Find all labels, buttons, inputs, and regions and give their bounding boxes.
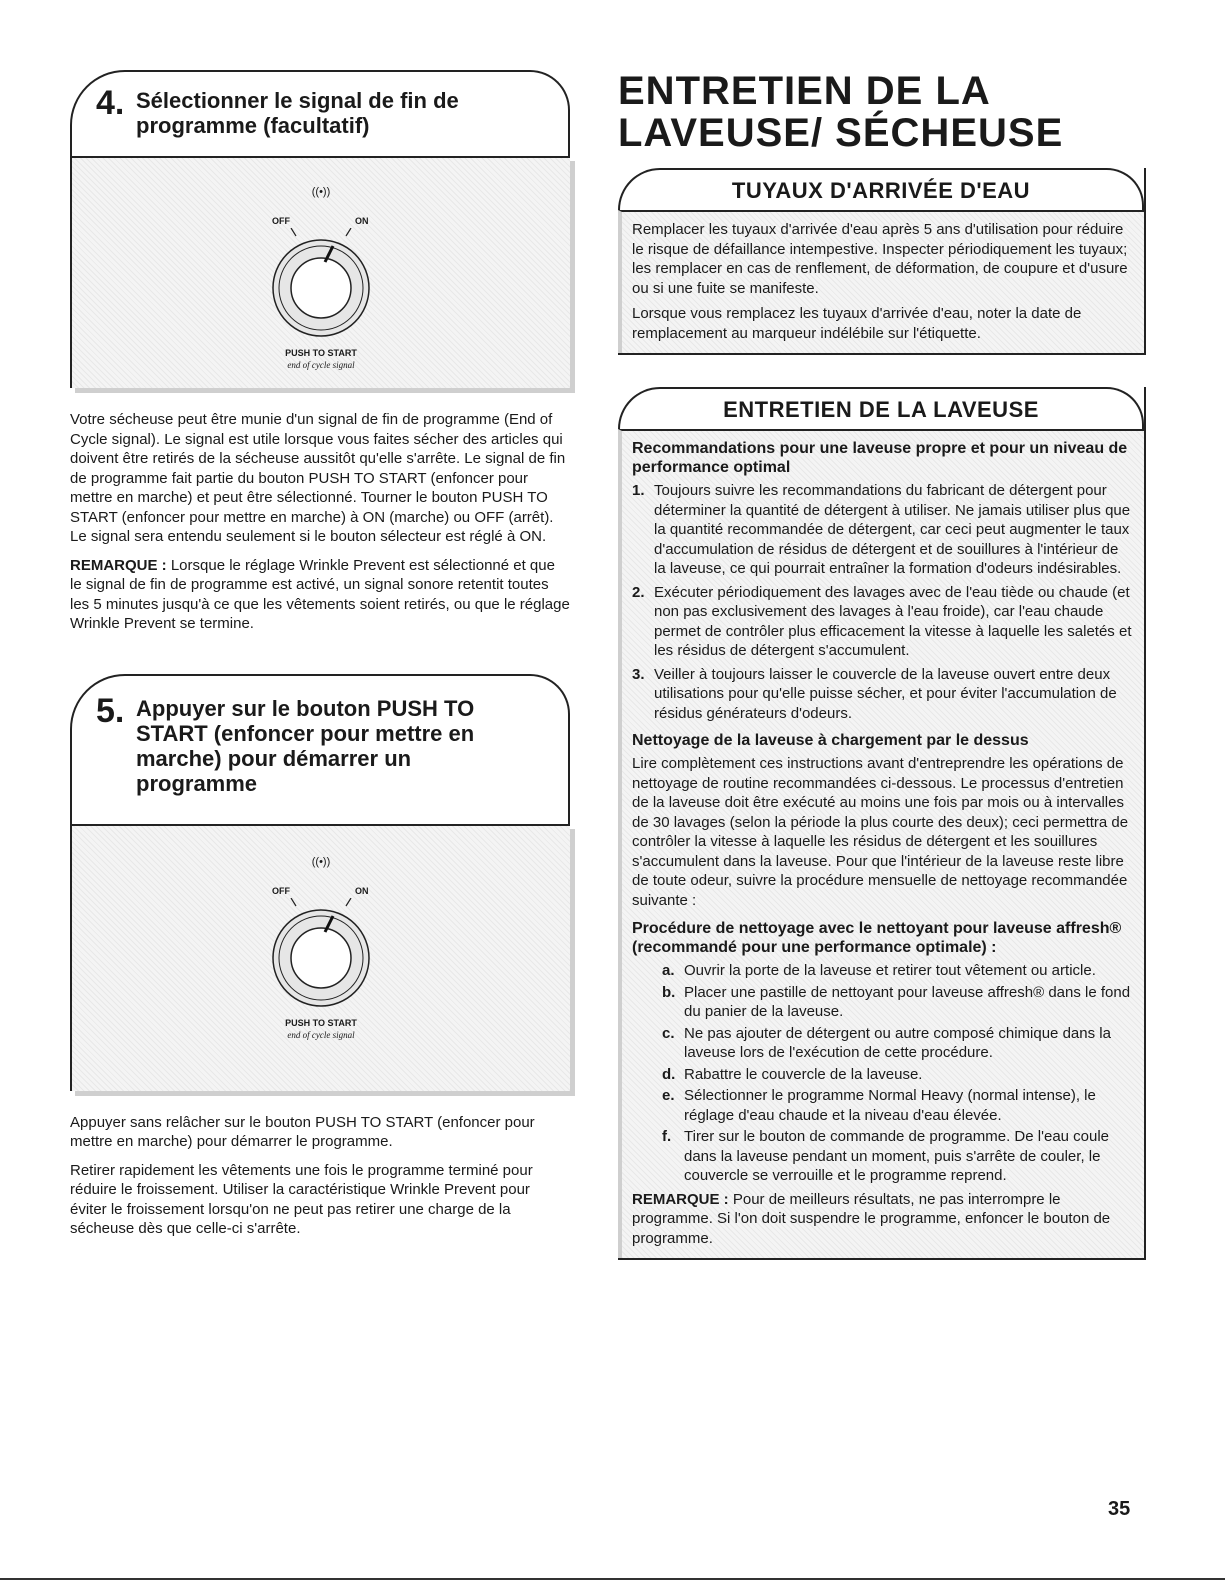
step-5-number: 5. <box>96 691 125 730</box>
list-item: 1. Toujours suivre les recommandations du fabricant de détergent pour déterminer la quantité de détergent à utiliser. Ne jamais utiliser plus que la quantité recommandée de détergent, car ceci peut augmenter le taux d'accumulation de résidus de détergent et de souillures à l'intérieur de la laveuse, ce qui pourrait entraîner la formation d'odeurs indésirables. <box>632 482 1131 577</box>
end-of-cycle-label: end of cycle signal <box>287 1029 355 1040</box>
procedure-steps <box>632 961 1134 1186</box>
recommendations-list <box>632 481 1134 723</box>
step-5-title: Appuyer sur le bouton PUSH TO START (enfoncer pour mettre en marche) pour démarrer un programme <box>136 695 475 796</box>
list-item: e. Sélectionner le programme Normal Heavy (normal intense), le réglage d'eau chaude et la niveau d'eau élevée. <box>662 1087 1096 1124</box>
page-title: ENTRETIEN DE LA LAVEUSE/ SÉCHEUSE <box>618 69 1064 155</box>
washer-maintenance-section <box>618 387 1146 1260</box>
dial-diagram <box>72 158 570 388</box>
dial-knob-icon <box>261 228 381 340</box>
off-label: OFF <box>272 216 290 226</box>
note-text: Lorsque le réglage Wrinkle Prevent est sélectionné et que le signal de fin de programme est activé, un signal sonore retentit toutes les 5 minutes jusqu'à ce que les vêtements soient retirés, ou que le réglage Wrinkle Prevent se termine. <box>70 556 570 632</box>
washer-body <box>618 429 1144 1258</box>
step-4-number: 4. <box>96 84 125 122</box>
hoses-heading: TUYAUX D'ARRIVÉE D'EAU <box>618 168 1144 210</box>
washer-note <box>632 1190 1134 1249</box>
step-5-panel <box>70 674 570 1091</box>
cleaning-heading: Nettoyage de la laveuse à chargement par le dessus <box>632 732 1029 749</box>
step-4-note <box>70 556 570 634</box>
list-item: 3. Veiller à toujours laisser le couvercle de la laveuse ouvert entre deux utilisations pour qu'elle puisse sécher, et pour éviter l'accumulation de résidus générateurs d'odeurs. <box>632 665 1117 722</box>
procedure-heading: Procédure de nettoyage avec le nettoyant pour laveuse affresh® (recommandé pour une performance optimale) : <box>632 920 1122 956</box>
hoses-body <box>618 210 1144 353</box>
note-label: REMARQUE : <box>70 556 167 574</box>
on-label: ON <box>355 885 369 896</box>
page-number: 35 <box>1108 1498 1131 1520</box>
washer-heading: ENTRETIEN DE LA LAVEUSE <box>618 387 1144 429</box>
step-4-title: Sélectionner le signal de fin de programme (facultatif) <box>136 88 459 138</box>
list-item: 2. Exécuter périodiquement des lavages avec de l'eau tiède ou chaude (et non pas exclusivement des lavages à l'eau froide), car l'eau chaude permet de contrôler plus efficacement la vitesse à laquelle les saletés et les résidus de détergent s'accumulent. <box>632 583 1132 659</box>
step-4-header <box>70 70 570 156</box>
cleaning-paragraph: Lire complètement ces instructions avant d'entreprendre les opérations de nettoyage de routine recommandées ci-dessous. Le processus d'entretien de la laveuse doit être exécuté au moins une fois par mois ou à intervalles de 30 lavages (selon la période la plus courte des deux); ceci permettra de contrôler la vitesse à laquelle les résidus de détergent et les souillures s'accumulent dans la laveuse. Pour que l'intérieur de la laveuse reste libre de toute odeur, suivre la procédure mensuelle de nettoyage recommandée suivante : <box>632 755 1129 909</box>
step-4-illustration <box>70 156 570 388</box>
hoses-paragraph-2: Lorsque vous remplacez les tuyaux d'arrivée d'eau, noter la date de remplacement au marqueur indélébile sur l'étiquette. <box>632 305 1082 342</box>
step-5-header <box>70 674 570 824</box>
hoses-paragraph-1: Remplacer les tuyaux d'arrivée d'eau après 5 ans d'utilisation pour réduire le risque de défaillance intempestive. Inspecter périodiquement les tuyaux; les remplacer en cas de renflement, de déformation, de coupure et d'usure ou si une fuite se manifeste. <box>632 221 1128 297</box>
end-of-cycle-label: end of cycle signal <box>287 360 355 370</box>
signal-icon: ((•)) <box>311 855 331 868</box>
signal-icon: ((•)) <box>311 186 331 198</box>
step-5-tip: Retirer rapidement les vêtements une fois le programme terminé pour réduire le froissement. Utiliser la caractéristique Wrinkle Prevent pour éviter le froissement lorsqu'on ne peut pas retirer une charge de la sécheuse dès que celle-ci s'arrête. <box>70 1161 533 1237</box>
step-4-description: Votre sécheuse peut être munie d'un signal de fin de programme (End of Cycle signal). Le signal est utile lorsque vous faites sécher des articles qui doivent être retirés de la sécheuse aussitôt qu'elle s'arrête. Le signal de fin de programme fait partie du bouton PUSH TO START (enfoncer pour mettre en marche) et peut être sélectionné. Tourner le bouton PUSH TO START (enfoncer pour mettre en marche) à ON (marche) ou OFF (arrêt). Le signal sera entendu seulement si le bouton sélecteur est réglé à ON. <box>70 411 566 545</box>
hoses-section <box>618 168 1146 355</box>
note-text: Pour de meilleurs résultats, ne pas interrompre le programme. Si l'on doit suspendre le programme, enfoncer le bouton de programme. <box>632 1190 1111 1247</box>
left-column <box>70 70 570 1248</box>
on-label: ON <box>355 216 369 226</box>
list-item: c. Ne pas ajouter de détergent ou autre composé chimique dans la laveuse lors de l'exécution de cette procédure. <box>662 1024 1111 1061</box>
step-5-description: Appuyer sans relâcher sur le bouton PUSH TO START (enfoncer pour mettre en marche) pour démarrer le programme. <box>70 1113 535 1150</box>
list-item: a. Ouvrir la porte de la laveuse et retirer tout vêtement ou article. <box>662 962 1096 979</box>
list-item: b. Placer une pastille de nettoyant pour laveuse affresh® dans le fond du panier de la laveuse. <box>662 983 1131 1020</box>
list-item: d. Rabattre le couvercle de la laveuse. <box>662 1065 923 1083</box>
note-label: REMARQUE : <box>632 1190 729 1208</box>
push-to-start-label: PUSH TO START <box>285 1017 357 1028</box>
bottom-rule <box>0 1578 1225 1580</box>
step-4-panel <box>70 70 570 388</box>
dial-knob-icon <box>261 898 381 1010</box>
list-item: f. Tirer sur le bouton de commande de programme. De l'eau coule dans la laveuse pendant un moment, puis s'arrête de couler, le couvercle se verrouille et le programme reprend. <box>662 1128 1110 1184</box>
right-column <box>618 70 1146 1260</box>
dial-diagram <box>72 826 570 1091</box>
push-to-start-label: PUSH TO START <box>285 348 357 358</box>
off-label: OFF <box>272 885 290 896</box>
step-5-illustration <box>70 824 570 1091</box>
recommendations-heading: Recommandations pour une laveuse propre et pour un niveau de performance optimal <box>632 440 1128 476</box>
